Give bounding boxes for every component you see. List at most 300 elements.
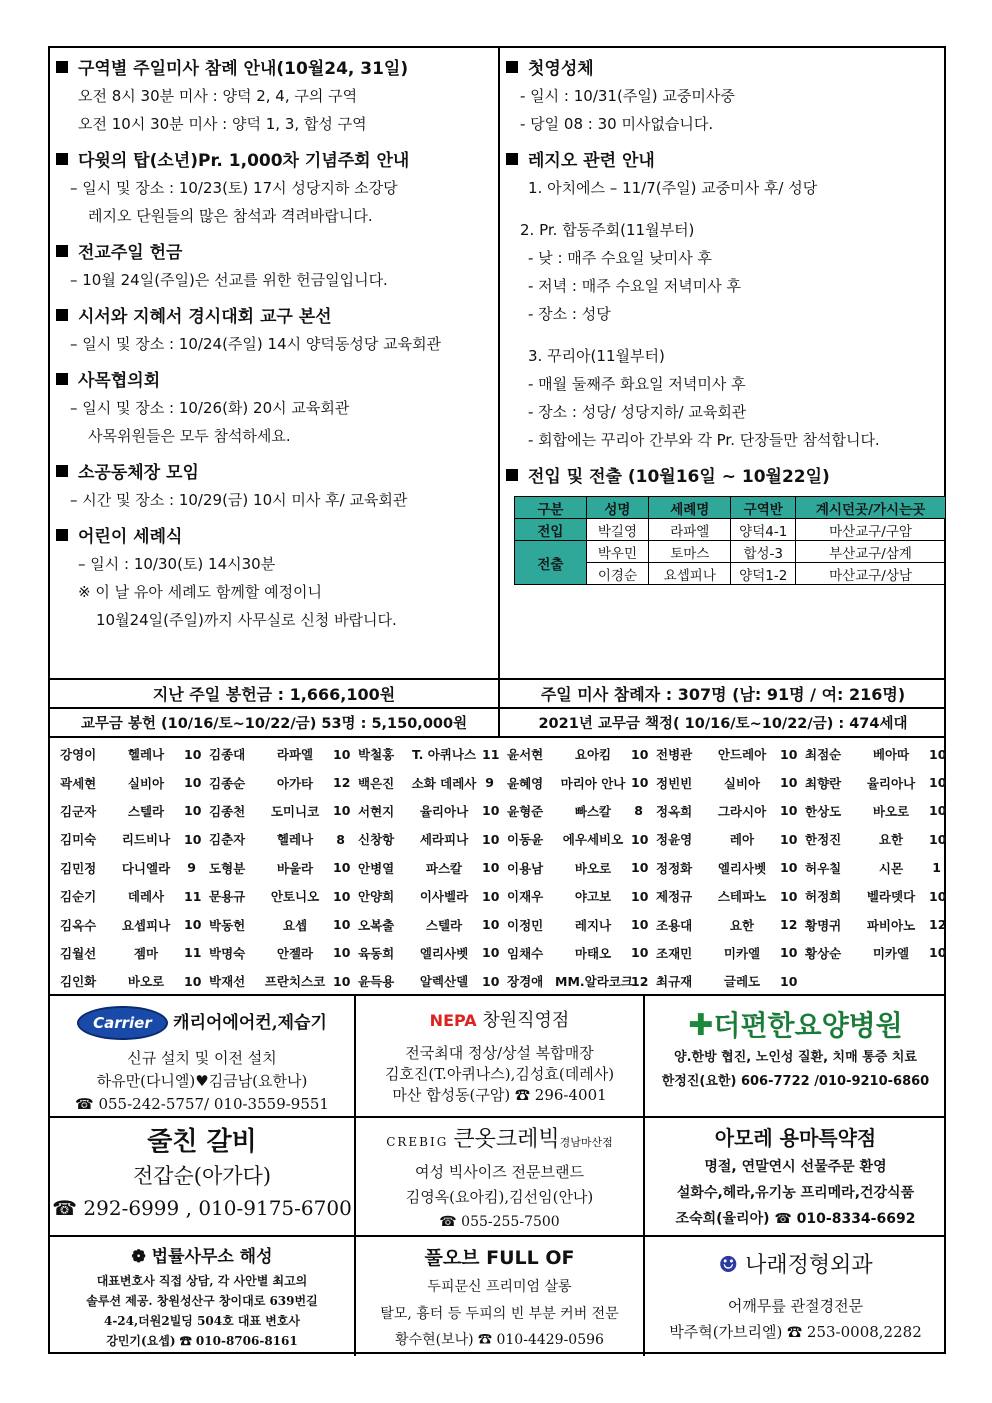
square-bullet-icon [56, 245, 68, 257]
baptismal-name: 스텔라 [127, 803, 165, 819]
donor-name: 황상순 [805, 945, 842, 961]
donor-name: 윤득용 [358, 974, 395, 990]
donor-count: 10 [929, 831, 947, 847]
donor-name: 윤형준 [507, 803, 544, 819]
donor-entry [348, 882, 500, 910]
ad-line: ☎ 055-255-7500 [439, 1214, 560, 1230]
nepa-logo: NEPA [429, 1011, 477, 1030]
bulletin-page [48, 46, 946, 1354]
baptismal-name: 라파엘 [276, 747, 314, 763]
square-bullet-icon [56, 373, 68, 385]
donor-name: 김월선 [60, 945, 97, 961]
square-bullet-icon [506, 153, 518, 165]
donor-entry [497, 910, 649, 938]
ad-title: 더편한요양병원 [713, 1009, 903, 1042]
donor-entry [795, 825, 947, 853]
notice-section [56, 368, 498, 450]
baptismal-name: 이사벨라 [419, 889, 469, 905]
donor-entry [646, 825, 798, 853]
section-line: - 장소 : 성당 [528, 305, 611, 323]
ad-title: 풀오브 FULL OF [424, 1247, 575, 1269]
donor-row [50, 939, 946, 967]
ad-title: 줄친 갈비 [147, 1127, 257, 1157]
donor-name: 허정희 [805, 889, 842, 905]
table-row [515, 541, 946, 563]
donor-entry [50, 825, 202, 853]
table-cell: 합성-3 [731, 541, 796, 563]
square-bullet-icon [56, 529, 68, 541]
donor-entry [497, 939, 649, 967]
movein-title: 전입 및 전출 (10월16일 ~ 10월22일) [528, 467, 830, 487]
ad-title: 아모레 용마특약점 [714, 1126, 877, 1150]
donor-name: 김옥수 [60, 917, 97, 933]
donor-count: 10 [482, 973, 500, 989]
ad-nepa [356, 996, 643, 1116]
donor-entry [50, 939, 202, 967]
square-bullet-icon [56, 61, 68, 73]
baptismal-name: 에우세비오 [562, 832, 624, 848]
donor-entry [348, 825, 500, 853]
donor-count: 1 [932, 860, 941, 876]
ad-line: 하유만(다니엘)♥김금남(요한나) [96, 1072, 308, 1090]
donor-entry [348, 797, 500, 825]
table-cell: 요셉피나 [649, 563, 731, 585]
table-header: 계시던곳/가시는곳 [796, 497, 946, 519]
donor-name: 강영이 [60, 747, 97, 763]
donor-entry [199, 910, 351, 938]
donor-count: 10 [333, 860, 351, 876]
baptismal-name: 다니엘라 [121, 860, 171, 876]
donor-entry [348, 740, 500, 768]
donor-entry [199, 882, 351, 910]
donor-count: 10 [184, 831, 202, 847]
section-line: 오전 10시 30분 미사 : 양덕 1, 3, 합성 구역 [78, 115, 367, 133]
donor-entry [50, 740, 202, 768]
baptismal-name: 요셉피나 [121, 917, 171, 933]
ad-line: 탈모, 흉터 등 두피의 빈 부분 커버 전문 [380, 1306, 619, 1322]
ad-line: 대표변호사 직접 상담, 각 사안별 최고의 [96, 1274, 308, 1288]
donor-count: 10 [184, 917, 202, 933]
section-title: 첫영성체 [528, 59, 594, 79]
donor-count: 10 [184, 973, 202, 989]
ad-line: 4-24,더원2빌딩 504호 대표 변호사 [103, 1314, 301, 1328]
donor-row [50, 910, 946, 938]
movein-section [506, 464, 946, 585]
donor-count: 10 [631, 917, 649, 933]
section-line: 레지오 단원들의 많은 참석과 격려바랍니다. [88, 207, 373, 225]
section-line: - 장소 : 성당/ 성당지하/ 교육회관 [528, 403, 747, 421]
donor-entry [50, 967, 202, 995]
baptismal-name: 벨라뎃다 [866, 889, 916, 905]
donor-name: 박재선 [209, 974, 246, 990]
donor-entry [646, 939, 798, 967]
ad-line: 황수현(보나) ☎ 010-4429-0596 [395, 1332, 604, 1348]
baptismal-name: 바오로 [574, 860, 612, 876]
donor-name: 박동헌 [209, 917, 246, 933]
ad-line: 두피문신 프리미엄 살롱 [427, 1279, 572, 1295]
baptismal-name: 소화 데레사 [411, 775, 477, 791]
ad-line: 전갑순(아가다) [132, 1164, 272, 1188]
section-line: 1. 아치에스 – 11/7(주일) 교중미사 후/ 성당 [528, 179, 818, 197]
section-line: – 일시 및 장소 : 10/26(화) 20시 교육회관 [70, 399, 350, 417]
donor-row [50, 797, 946, 825]
carrier-logo: Carrier [77, 1006, 168, 1040]
baptismal-name: 알렉산델 [419, 974, 469, 990]
donor-count: 10 [333, 888, 351, 904]
table-cell: 양덕1-2 [731, 563, 796, 585]
table-header: 구분 [515, 497, 587, 519]
donor-entry [795, 797, 947, 825]
donor-count: 10 [780, 746, 798, 762]
ad-title: 캐리어에어컨,제습기 [173, 1013, 327, 1033]
ad-line: 솔루션 제공. 창원성산구 창이대로 639번길 [86, 1294, 318, 1308]
section-line: 3. 꾸리아(11월부터) [528, 347, 665, 365]
section-title: 구역별 주일미사 참례 안내(10월24, 31일) [78, 59, 409, 79]
baptismal-name: 아가타 [276, 775, 314, 791]
baptismal-name: 율리아나 [419, 803, 469, 819]
section-line: - 낮 : 매주 수요일 낮미사 후 [528, 249, 712, 267]
donor-entry [50, 882, 202, 910]
ad-line: 박주혁(가브리엘) ☎ 253-0008,2282 [669, 1323, 922, 1341]
donor-entry [646, 797, 798, 825]
donor-name: 윤서현 [507, 747, 544, 763]
baptismal-name: 안드레아 [717, 747, 767, 763]
baptismal-name: 바울라 [276, 860, 314, 876]
donor-count: 9 [485, 775, 494, 791]
baptismal-name: 실비아 [723, 775, 761, 791]
donor-name: 안양희 [358, 889, 395, 905]
donor-count: 10 [631, 888, 649, 904]
square-bullet-icon [506, 61, 518, 73]
donor-count: 11 [184, 888, 202, 904]
donor-count: 10 [333, 945, 351, 961]
donor-count: 10 [482, 803, 500, 819]
donor-entry [646, 768, 798, 796]
donor-entry [795, 768, 947, 796]
ad-title: 법률사무소 해성 [151, 1247, 273, 1267]
ad-line: 어깨무릎 관절경전문 [727, 1297, 864, 1315]
section-line: ※ 이 날 유아 세례도 함께할 예정이니 [78, 583, 323, 601]
donor-row [50, 825, 946, 853]
donor-row [50, 967, 946, 995]
donor-entry [348, 939, 500, 967]
donor-count: 10 [780, 775, 798, 791]
ad-line: 한정진(요한) 606-7722 /010-9210-6860 [661, 1074, 930, 1089]
donor-name: 황명귀 [805, 917, 842, 933]
donor-name: 제정규 [656, 889, 693, 905]
ad-galbi [50, 1118, 354, 1235]
donor-count: 10 [929, 746, 947, 762]
baptismal-name: 레아 [729, 832, 755, 848]
donor-entry [199, 854, 351, 882]
movein-table [514, 496, 946, 585]
section-line: 10월24일(주일)까지 사무실로 신청 바랍니다. [96, 611, 397, 629]
donor-count: 10 [780, 860, 798, 876]
baptismal-name: 헬레나 [276, 832, 314, 848]
square-bullet-icon [506, 469, 518, 481]
donor-entry [199, 939, 351, 967]
donor-count: 10 [780, 803, 798, 819]
ad-fullof [356, 1237, 643, 1356]
donor-name: 정빈빈 [656, 775, 693, 791]
donor-entry [348, 768, 497, 796]
table-cell: 토마스 [649, 541, 731, 563]
donor-count: 10 [929, 888, 947, 904]
donor-entry [497, 825, 649, 853]
ad-title: 나래정형외과 [745, 1253, 873, 1278]
baptismal-name: 글레도 [723, 974, 761, 990]
baptismal-name: 리드비나 [121, 832, 171, 848]
donor-count: 12 [780, 917, 798, 933]
baptismal-name: 바오로 [872, 803, 910, 819]
donor-row [50, 854, 946, 882]
baptismal-name: 스텔라 [425, 917, 463, 933]
donor-count: 10 [482, 945, 500, 961]
table-cell: 부산교구/삼계 [796, 541, 946, 563]
section-title: 전교주일 헌금 [78, 243, 183, 263]
donor-name: 육동희 [358, 945, 395, 961]
donor-count: 10 [482, 888, 500, 904]
notice-section [56, 240, 498, 294]
donor-name: 김춘자 [209, 832, 246, 848]
ad-line: 신규 설치 및 이전 설치 [127, 1049, 277, 1067]
donor-count: 12 [333, 775, 351, 791]
section-line: – 일시 및 장소 : 10/23(토) 17시 성당지하 소강당 [70, 179, 398, 197]
section-line: – 일시 및 장소 : 10/24(주일) 14시 양덕동성당 교육회관 [70, 335, 442, 353]
baptismal-name: 데레사 [127, 889, 165, 905]
donor-name: 도형분 [209, 860, 246, 876]
attendance-total: 주일 미사 참례자 : 307명 (남: 91명 / 여: 216명) [540, 685, 906, 704]
baptismal-name: 요셉 [282, 917, 308, 933]
spacer [506, 328, 946, 342]
baptismal-name: 베아따 [872, 747, 910, 763]
square-bullet-icon [56, 153, 68, 165]
table-cell: 마산교구/상남 [796, 563, 946, 585]
donor-count: 10 [631, 945, 649, 961]
ad-line: ☎ 055-242-5757/ 010-3559-9551 [75, 1095, 329, 1113]
donor-entry [795, 939, 947, 967]
donor-count: 10 [482, 831, 500, 847]
donor-name: 한상도 [805, 803, 842, 819]
section-title: 시서와 지혜서 경시대회 교구 본선 [78, 307, 332, 327]
ad-line: 전국최대 정상/상설 복합매장 [405, 1044, 594, 1062]
notice-section [506, 148, 946, 454]
row-category: 전출 [515, 541, 587, 585]
donor-entry [795, 882, 947, 910]
notice-section [56, 304, 498, 358]
ad-line: 마산 합성동(구암) ☎ 296-4001 [392, 1086, 607, 1104]
donor-name: 장경애 [507, 974, 544, 990]
section-title: 사목협의회 [78, 371, 161, 391]
ad-line: 명절, 연말연시 선물주문 환영 [704, 1159, 887, 1175]
donor-count: 10 [631, 831, 649, 847]
donor-count: 8 [634, 803, 643, 819]
donor-name: 박명숙 [209, 945, 246, 961]
donor-row [50, 882, 946, 910]
donor-name: 김민정 [60, 860, 97, 876]
baptismal-name: 요아킴 [574, 747, 612, 763]
donor-name: 이재우 [507, 889, 544, 905]
donor-entry [795, 854, 944, 882]
section-title: 어린이 세례식 [78, 527, 183, 547]
donor-name: 서현지 [358, 803, 395, 819]
donor-entry [646, 882, 798, 910]
table-cell: 박길영 [586, 519, 648, 541]
donor-entry [497, 882, 649, 910]
ad-line: 여성 빅사이즈 전문브랜드 [415, 1163, 584, 1181]
baptismal-name: 세라피나 [419, 832, 469, 848]
baptismal-name: 야고보 [574, 889, 612, 905]
donor-name: 안병열 [358, 860, 395, 876]
baptismal-name: 프란치스코 [264, 974, 326, 990]
ad-ortho [645, 1237, 946, 1356]
ad-line: 김호진(T.아퀴나스),김성효(데레사) [384, 1065, 615, 1083]
table-header: 구역반 [731, 497, 796, 519]
donor-count: 10 [184, 803, 202, 819]
ad-title: 창원직영점 [482, 1010, 570, 1031]
donor-name: 최향란 [805, 775, 842, 791]
donor-count: 10 [631, 746, 649, 762]
seal-icon: ❁ [131, 1247, 146, 1267]
donor-name: 김인화 [60, 974, 97, 990]
donor-row [50, 768, 946, 796]
square-bullet-icon [56, 309, 68, 321]
donor-name: 오복출 [358, 917, 395, 933]
baptismal-name: 마리아 안나 [560, 775, 626, 791]
donor-entry [199, 797, 351, 825]
baptismal-name: 바오로 [127, 974, 165, 990]
donor-name: 백은진 [358, 775, 395, 791]
donor-name: 정옥희 [656, 803, 693, 819]
donor-name: 이동윤 [507, 832, 544, 848]
baptismal-name: 빠스칼 [574, 803, 612, 819]
section-line: - 회합에는 꾸리아 간부와 각 Pr. 단장들만 참석합니다. [528, 431, 880, 449]
ad-law [50, 1237, 354, 1356]
donor-entry [497, 797, 646, 825]
table-cell: 이경순 [586, 563, 648, 585]
donor-entry [348, 854, 500, 882]
fee-set: 2021년 교무금 책정( 10/16/토~10/22/금) : 474세대 [538, 716, 908, 732]
table-cell: 라파엘 [649, 519, 731, 541]
donor-grid [50, 736, 946, 994]
mascot-icon: ☻ [718, 1253, 739, 1278]
donor-entry [50, 854, 199, 882]
baptismal-name: 파스칼 [425, 860, 463, 876]
donor-count: 11 [482, 746, 500, 762]
donor-name: 윤혜영 [507, 775, 544, 791]
donor-entry [795, 910, 947, 938]
donor-count: 10 [929, 803, 947, 819]
donor-name: 최규재 [656, 974, 693, 990]
baptismal-name: 헬레나 [127, 747, 165, 763]
baptismal-name: 안젤라 [276, 945, 314, 961]
donor-count: 12 [929, 917, 947, 933]
donor-count: 10 [780, 888, 798, 904]
table-cell: 양덕4-1 [731, 519, 796, 541]
baptismal-name: 젬마 [133, 945, 159, 961]
donor-row [50, 740, 946, 768]
section-title: 레지오 관련 안내 [528, 151, 655, 171]
baptismal-name: T. 아퀴나스 [411, 747, 477, 763]
table-header: 성명 [586, 497, 648, 519]
donor-name: 김종대 [209, 747, 246, 763]
donor-entry [497, 740, 649, 768]
section-title: 소공동체장 모임 [78, 463, 199, 483]
donor-name: 문용규 [209, 889, 246, 905]
donor-count: 10 [929, 945, 947, 961]
donor-count: 10 [333, 803, 351, 819]
row-category: 전입 [515, 519, 587, 541]
offering-total: 지난 주일 봉헌금 : 1,666,100원 [50, 680, 500, 707]
donor-count: 12 [631, 973, 649, 989]
section-line: 오전 8시 30분 미사 : 양덕 2, 4, 구의 구역 [78, 87, 358, 105]
baptismal-name: 레지나 [574, 917, 612, 933]
summary-band-2 [50, 707, 946, 736]
donor-entry [795, 740, 947, 768]
donor-name: 한정진 [805, 832, 842, 848]
donor-count: 9 [187, 860, 196, 876]
donor-count: 10 [929, 775, 947, 791]
donor-name: 신창항 [358, 832, 395, 848]
ad-title: 큰옷크레빅 [453, 1127, 560, 1152]
table-header: 세례명 [649, 497, 731, 519]
donor-count: 10 [631, 775, 649, 791]
donor-name: 김종천 [209, 803, 246, 819]
ad-amore [645, 1118, 946, 1235]
baptismal-name: 요한 [878, 832, 904, 848]
donor-count: 10 [333, 746, 351, 762]
baptismal-name: 실비아 [127, 775, 165, 791]
donor-entry [348, 910, 500, 938]
summary-band-1 [50, 678, 946, 707]
donor-count: 11 [184, 945, 202, 961]
ad-line: 김영옥(요아킴),김선임(안나) [405, 1188, 594, 1206]
donor-count: 10 [631, 860, 649, 876]
left-notices [50, 48, 500, 678]
donor-name: 김군자 [60, 803, 97, 819]
baptismal-name: 안토니오 [270, 889, 320, 905]
donor-count: 10 [482, 917, 500, 933]
donor-name: 조재민 [656, 945, 693, 961]
donor-name: 김순기 [60, 889, 97, 905]
donor-entry [348, 967, 500, 995]
ad-line: ☎ 292-6999 , 010-9175-6700 [52, 1196, 352, 1220]
donor-name: 정윤영 [656, 832, 693, 848]
table-cell: 마산교구/구암 [796, 519, 946, 541]
donor-entry [50, 768, 202, 796]
baptismal-name: 도미니코 [270, 803, 320, 819]
ad-hospital [645, 996, 946, 1116]
crebig-logo: CREBIG [386, 1135, 449, 1149]
section-title: 다윗의 탑(소년)Pr. 1,000차 기념주회 안내 [78, 151, 410, 171]
baptismal-name: 시몬 [878, 860, 904, 876]
donor-entry [50, 910, 202, 938]
donor-count: 10 [333, 973, 351, 989]
donor-count: 8 [336, 831, 345, 847]
notice-section [56, 56, 498, 138]
section-line: 2. Pr. 합동주회(11월부터) [520, 221, 695, 239]
baptismal-name: 마태오 [574, 945, 612, 961]
donor-name: 박철홍 [358, 747, 395, 763]
donor-name: 조용대 [656, 917, 693, 933]
baptismal-name: 엘리사벳 [717, 860, 767, 876]
donor-entry [646, 740, 798, 768]
ad-line: 양.한방 협진, 노인성 질환, 치매 통증 치료 [674, 1050, 917, 1065]
donor-entry [646, 967, 798, 995]
ad-carrier [50, 996, 354, 1116]
notice-section [56, 460, 498, 514]
section-line: 사목위원들은 모두 참석하세요. [88, 427, 291, 445]
